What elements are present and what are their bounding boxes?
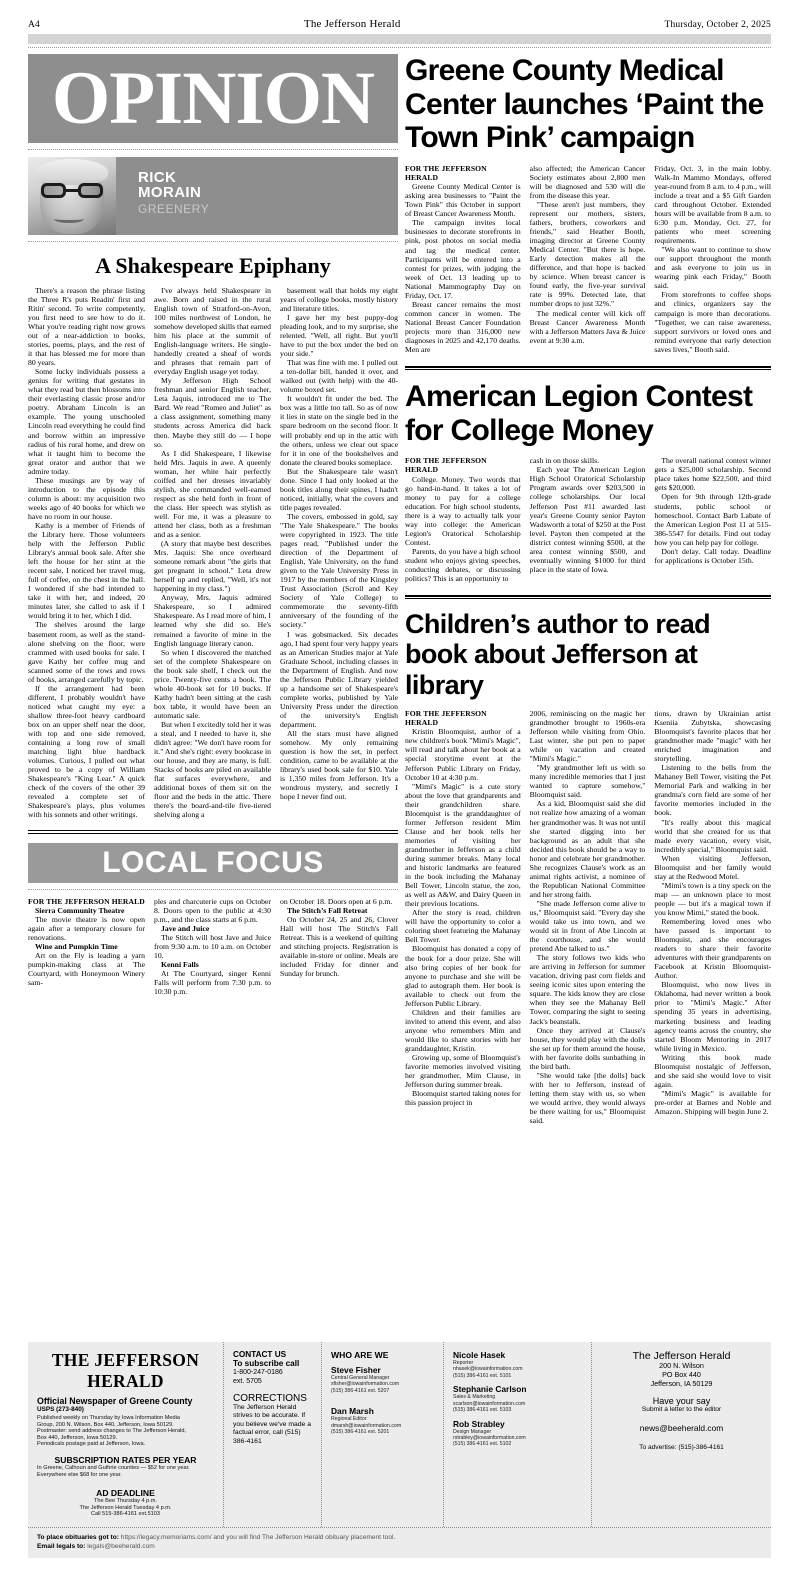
- have-your-say-heading: Have your say: [652, 1396, 711, 1407]
- item-body: ples and charcuterie cups on October 8. Doors open to the public at 4:30 p.m., and the class starts at 6 p.m.: [154, 896, 271, 924]
- legals-label: Email legals to:: [37, 1543, 86, 1550]
- folio-date: Thursday, October 2, 2025: [664, 20, 771, 30]
- obituary-line: [37, 1533, 762, 1542]
- article-paint-the-town-pink: [405, 54, 771, 354]
- paragraph: Kathy is a member of Friends of the Library here. Those volunteers help with the Jefferson Public Library's annual book sale. After she left the house for her stint at the recent sale, I noticed her travel mug, full of coffee, on the chest in the hall. I wondered if she had intended to take it with her, and indeed, 20 minutes later, she called to ask if I would bring it to her, which I did.: [28, 520, 145, 621]
- paragraph: After the story is read, children will have the opportunity to color a coloring sheet featuring the Mahanay Bell Tower.: [405, 908, 521, 945]
- footer-contact-column: [224, 1342, 322, 1527]
- article-col-1: [405, 164, 521, 354]
- right-column: [405, 54, 771, 1125]
- paragraph: Bloomquist has donated a copy of the book for a door prize. She will also bring copies of her book for anyone to purchase and she will be glad to autograph them. Her book is available to check out from the Jefferson Public Library.: [405, 944, 521, 1008]
- staff-name: Steve Fisher: [331, 1365, 381, 1376]
- publishing-line: Box 440, Jefferson, Iowa 50129.: [37, 1434, 118, 1441]
- columnist-nameplate: [116, 157, 398, 235]
- footer-address-column: [592, 1342, 771, 1527]
- item-body: The Stitch will host Jave and Juice from 9:30 a.m. to 10 a.m. on October 10.: [154, 932, 271, 960]
- footer-obituary-legals-strip: [28, 1527, 771, 1558]
- article-col-3: [654, 709, 771, 1125]
- paragraph: Parents, do you have a high school student who enjoys giving speeches, conducting debates, or discussing politics? This is an opportunity to: [405, 547, 521, 584]
- who-are-we-heading: WHO ARE WE: [331, 1350, 389, 1361]
- paragraph: basement wall that holds my eight years of college books, mostly history and literature titles.: [280, 285, 398, 313]
- footer-subscription-heading: SUBSCRIPTION RATES PER YEAR: [54, 1455, 197, 1466]
- subscribe-phone[interactable]: 1-800-247-0186: [233, 1369, 283, 1377]
- footer-publishing-info: [37, 1415, 214, 1448]
- article-byline: FOR THE JEFFERSON HERALD: [405, 456, 487, 475]
- paragraph: also affected; the American Cancer Society estimates about 2,800 men will be diagnosed and 530 will die from the disease this year.: [529, 163, 646, 200]
- item-body: Art on the Fly is leading a yarn pumpkin-making class at The Courtyard, with Honeymoon Winery sam-: [28, 950, 145, 988]
- ad-deadline-line: Call 515-386-4161 ext.5103: [90, 1511, 161, 1518]
- folio-grey-bar: [28, 34, 771, 44]
- opinion-banner-divider: [28, 149, 398, 150]
- paragraph: cash in on those skills.: [529, 456, 600, 466]
- corrections-body: The Jefferson Herald strives to be accurate. If you believe we've made a factual error, call (515) 386-4161: [233, 1404, 311, 1445]
- paragraph: I gave her my best puppy-dog pleading look, and to my surprise, she relented. "Well, all right. But you'll have to put the box under the bed on your side.": [280, 312, 398, 359]
- contact-us-heading: CONTACT US: [233, 1350, 287, 1360]
- subscription-line: Everywhere else $68 for one year.: [37, 1471, 122, 1478]
- advertise-phone[interactable]: To advertise: (515)-386-4161: [639, 1444, 724, 1452]
- paragraph: All the stars must have aligned somehow. My only remaining question is how the set, in perfect condition, came to be available at the library's used book sale for $10. Yale is 1,350 miles from Jefferson. It's a wondrous mystery, and secretly I hope I never find out.: [280, 729, 398, 802]
- paragraph: "We also want to continue to show our support throughout the month and ask everyone to join us in wearing pink each Friday," Booth said.: [654, 245, 772, 291]
- item-body: The movie theatre is now open again after a temporary closure for renovations.: [28, 914, 145, 942]
- eyeglasses-icon: [41, 183, 103, 198]
- main-content-area: [28, 54, 771, 1125]
- left-column: [28, 54, 398, 1125]
- folio-divider: [28, 47, 771, 48]
- opinion-headline: A Shakespeare Epiphany: [95, 253, 331, 278]
- paragraph: Some lucky individuals possess a genius for writing that gestates in what they read but then blossoms into their everlasting classic prose and/or poetry. Abraham Lincoln is an example. The young unschooled Lincoln read everything he could find and borrow within an impressive radius of his rural home, and drew on what it taught him to become the great orator and author that we admire today.: [28, 367, 145, 476]
- page-footer-masthead: [28, 1342, 771, 1558]
- paragraph: The campaign invites local businesses to decorate storefronts in pink, post photos on social media and tag the medical center. Participants will be entered into a contest for prizes, with judging the week of Oct. 13 leading up to National Mammography Day on Friday, Oct. 17.: [405, 218, 521, 300]
- article-col-3: [654, 164, 771, 354]
- opinion-body-col-2: [154, 286, 271, 820]
- article-separator-rule: [405, 595, 771, 599]
- paragraph: Writing this book made Bloomquist nostalgic of Jefferson, and she said she would love to visit again.: [654, 1052, 772, 1089]
- local-focus-banner: [28, 843, 398, 883]
- paragraph: "She made Jefferson come alive to us," Bloomquist said. "Every day she would take us into town, and we would sit in front of Abe Lincoln at the courthouse, and she would pretend Abe talked to us.": [529, 898, 646, 954]
- staff-phone: (515) 386-4161 ext. 5102: [453, 1441, 512, 1448]
- article-col-2: [530, 709, 646, 1125]
- item-subhead: Wine and Pumpkin Time: [35, 941, 118, 951]
- item-subhead: Jave and Juice: [161, 923, 210, 933]
- article-american-legion-contest: [405, 380, 771, 583]
- local-focus-col-3: [280, 897, 398, 997]
- paragraph: Greene County Medical Center is asking area businesses to "Paint the Town Pink" this October in support of Breast Cancer Awareness Month.: [405, 182, 521, 219]
- paragraph: Growing up, some of Bloomquist's favorite memories involved visiting her grandmother, Mim Clause, in Jefferson during summer break.: [405, 1053, 521, 1090]
- paragraph: "She would take [the dolls] back with her to Jefferson, instead of letting them stay with us, so when we would arrive, they would always be there waiting for us," Bloomquist said.: [529, 1070, 646, 1126]
- paragraph: I was gobsmacked. Six decades ago, I had spent four very happy years as an American Studies major at Yale Graduate School, including classes in the Department of English. And now the Jefferson Public Library yielded up a handsome set of Shakespeare's complete works, published by Yale University Press under the direction of the university's English department.: [280, 629, 398, 729]
- staff-role: Design Manager: [453, 1428, 492, 1435]
- item-body: On October 24, 25 and 26, Clover Hall will host The Stitch's Fall Retreat. This is a weekend of quilting and stitching projects. Registration is available in-store or online. Meals are included Friday for dinner and Sunday for brunch.: [280, 914, 398, 978]
- paragraph: Friday, Oct. 3, in the main lobby. Walk-In Mammo Mondays, offered year-round from 8 a.m. to 4 p.m., will include a treat and a $5 Gift Garden card throughout October. Extended hours will be available from 8 a.m. to 6:30 p.m. Monday, Oct. 27, for patients who meet screening requirements.: [654, 163, 772, 246]
- footer-staff-column-2: [444, 1342, 592, 1527]
- staff-role: Regional Editor: [331, 1416, 367, 1423]
- footer-subscription-rates: [37, 1465, 214, 1478]
- paragraph: From storefronts to coffee shops and clinics, organizers say the campaign is more than decorations. "Together, we can raise awareness, support survivors or loved ones and remind everyone that early detection saves lives," Booth said.: [654, 290, 772, 354]
- article-separator-rule: [405, 366, 771, 370]
- paragraph: That was fine with me. I pulled out a ten-dollar bill, handed it over, and walked out (with help) with the 40-volume boxed set.: [280, 358, 398, 395]
- paragraph: Bloomquist, who now lives in Oklahoma, had never written a book prior to "Mimi's Magic." After spending 35 years in advertising, marketing business and leading agency teams across the country, she started Bloom Mentoring in 2017 while living in Mexico.: [654, 980, 772, 1053]
- paragraph: The shelves around the large basement room, as well as the stand-alone shelving on the floor, were crammed with used books for sale. I gave Kathy her coffee mug and scanned some of the rows and rows of books, arranged carefully by topic.: [28, 620, 145, 684]
- staff-email[interactable]: scarlson@iowainformation.com: [453, 1400, 526, 1407]
- staff-phone: (515) 386-4161 ext. 5201: [331, 1429, 390, 1436]
- paragraph: Listening to the bells from the Mahaney Bell Tower, visiting the Pet Memorial Park and walking in her grandma's corn field are some of her favorite memories included in the book.: [654, 763, 772, 818]
- corrections-heading: CORRECTIONS: [233, 1393, 307, 1405]
- paragraph: As I did Shakespeare, I likewise held Mrs. Jaquis in awe. A queenly woman, her white hair perfectly coiffed and her dresses invariably stylish, she commanded well-earned respect as she held forth in front of the class. Her speech was stylish as well. For me, it was a pleasure to attend her class, both as a freshman and as a senior.: [154, 448, 271, 540]
- footer-address-line: PO Box 440: [662, 1369, 701, 1379]
- paragraph: "My grandmother left us with so many incredible memories that I just wanted to capture somehow," Bloomquist said.: [529, 763, 646, 800]
- columnist-last-name: MORAIN: [138, 184, 202, 201]
- obituary-label: To place obituaries got to:: [37, 1534, 119, 1541]
- columnist-bio-strip: [28, 157, 398, 235]
- paragraph: The story follows two kids who are arriving in Jefferson for summer vacation, driving past corn fields and seeing iconic sites upon entering the square. The kids know they are close when they see the Mahanay Bell Tower, comparing the sight to seeing Jack's beanstalk.: [529, 953, 646, 1026]
- paragraph: Open for 9th through 12th-grade students, public school or homeschool. Contact Barb Labate of the American Legion Post 11 at 515-386-5547 for details. Find out today how you can help pay for college.: [654, 492, 772, 547]
- opinion-body-col-3: [280, 286, 398, 820]
- ad-deadline-line: The Bee Thursday 4 p.m.: [93, 1498, 157, 1505]
- staff-email[interactable]: dmarsh@iowainformation.com: [331, 1422, 402, 1429]
- staff-phone: (515) 386-4161 ext. 5101: [453, 1372, 512, 1379]
- staff-email[interactable]: rstrabley@iowainformation.com: [453, 1434, 526, 1441]
- paragraph: "Mimi's Magic" is a cute story about the love that grandparents and their grandchildren share. Bloomquist is the granddaughter of former Jefferson resident Mim Clause and her book tells her memories of visiting her grandmother in Jefferson as a child during summer breaks. Many local and historic landmarks are featured in the book including the Mahanay Bell Tower, Lincoln statue, the zoo, as well as A&W, and Dairy Queen in their previous locations.: [405, 781, 521, 909]
- column-name: GREENERY: [138, 202, 210, 216]
- paragraph: Once they arrived at Clause's house, they would play with the dolls she set up for them around the house, with her favorite dolls sunbathing in the bird bath.: [529, 1025, 646, 1071]
- article-body: [405, 709, 771, 1125]
- article-col-1: [405, 456, 521, 583]
- article-col-3: [654, 456, 771, 583]
- staff-name: Rob Strabley: [453, 1418, 505, 1429]
- paragraph: The medical center will kick off Breast Cancer Awareness Month with a Jefferson Matters Java & Juice event at 9:30 a.m.: [529, 308, 646, 345]
- article-byline: FOR THE JEFFERSON HERALD: [405, 163, 487, 182]
- subscription-line: In Greene, Calhoun and Guthrie counties — $52 for one year.: [37, 1465, 190, 1472]
- page-folio: [28, 0, 771, 30]
- paragraph: My Jefferson High School freshman and senior English teacher, Leta Jaquis, introduced me to The Bard. We read "Romeo and Juliet" as a class assignment, something many students across America did back then. Maybe they still do — I hope so.: [154, 376, 271, 449]
- paragraph: 2006, reminiscing on the magic her grandmother brought to 1960s-era Jefferson while visiting from Ohio. Last winter, she put pen to paper while on vacation and created "Mimi's Magic.": [529, 708, 646, 764]
- local-focus-top-rules: [28, 830, 398, 834]
- staff-role: Sales & Marketing: [453, 1394, 496, 1401]
- publishing-line: Postmaster: send address changes to The Jefferson Herald,: [37, 1428, 187, 1435]
- paragraph: So when I discovered the matched set of the complete Shakespeare on the book sale shelf, I check out the price. Twenty-five cents a book. The whole 40-book set for 10 bucks. If Kathy hadn't been sitting at the cash box table, it would have been an automatic sale.: [154, 647, 271, 720]
- staff-name: Stephanie Carlson: [453, 1384, 527, 1395]
- subscribe-call-label: To subscribe call: [233, 1359, 300, 1369]
- ad-deadline-line: The Jefferson Herald Tuesday 4 p.m.: [79, 1504, 172, 1511]
- columnist-portrait: [28, 157, 116, 235]
- legals-line: [37, 1542, 762, 1551]
- newsroom-email[interactable]: news@beeherald.com: [639, 1423, 724, 1434]
- opinion-body-col-1: [28, 286, 145, 820]
- footer-address-line: Jefferson, IA 50129: [650, 1378, 713, 1388]
- staff-phone: (515) 386-4161 ext. 5207: [331, 1387, 390, 1394]
- subscribe-extension: ext. 5705: [233, 1378, 262, 1386]
- paragraph: Anyway, Mrs. Jaquis admired Shakespeare, so I admired Shakespeare. As I read more of him, I learned why she did so. He's remained a favorite of mine in the English language literary canon.: [154, 593, 271, 648]
- article-byline: FOR THE JEFFERSON HERALD: [405, 708, 487, 728]
- paragraph: "Mimi's Magic" is available for pre-order at Barnes and Noble and Amazon. Shipping will begin June 2.: [654, 1088, 772, 1116]
- article-col-2: [530, 456, 646, 583]
- staff-entry: [331, 1406, 434, 1435]
- paragraph: Remembering loved ones who have passed is important to Bloomquist, and she encourages readers to share their favorite adventures with their grandparents on Facebook at Kristin Bloomquist-Author.: [654, 917, 772, 981]
- opinion-section-banner: [28, 54, 398, 143]
- footer-usps: USPS (273-840): [37, 1406, 84, 1414]
- staff-name: Nicole Hasek: [453, 1350, 506, 1361]
- item-subhead: Sierra Community Theatre: [35, 905, 125, 915]
- paragraph: I've always held Shakespeare in awe. Born and raised in the rural English town of Stratford-on-Avon, 100 miles northwest of London, he somehow developed skills that earned him his place at the summit of English-language writers. He single-handedly created a sheaf of words and phrases that remain part of everyday English usage yet today.: [154, 285, 271, 377]
- footer-paper-name: The Jefferson Herald: [632, 1350, 731, 1363]
- paragraph: When visiting Jefferson, Bloomquist and her family would stay at the Redwood Motel.: [654, 853, 772, 881]
- paragraph: Breast cancer remains the most common cancer in women. The National Breast Cancer Foundation projects more than 316,000 new diagnoses in 2025 and 42,170 deaths. Men are: [405, 299, 521, 355]
- footer-masthead-column: [28, 1342, 224, 1527]
- staff-phone: (515) 386-4161 ext. 5103: [453, 1407, 512, 1414]
- legals-email[interactable]: legals@beeherald.com: [87, 1543, 155, 1550]
- paragraph: As a kid, Bloomquist said she did not realize how amazing of a woman her grandmother was. It was not until she started digging into her background as an adult that she decided this book should be a way to honor and celebrate her grandmother. She recognizes Clause's work as an animal rights activist, a nominee of the Republican National Committee and her strong faith.: [529, 799, 646, 899]
- paragraph: But when I excitedly told her it was a steal, and I needed to have it, she didn't agree: "We don't have room for it." And she's right: every bookcase in our house, and they are many, is full. Stacks of books are piled on available flat surfaces everywhere, and additional boxes of them sit on the floor and the beds in the attic. There there's the board-and-tile five-tiered shelving along a: [154, 720, 271, 820]
- columnist-bio-divider: [28, 241, 398, 242]
- footer-address-line: 200 N. Wilson: [659, 1361, 704, 1371]
- article-col-1: [405, 709, 521, 1125]
- paragraph: Bloomquist started taking notes for this passion project in: [405, 1089, 521, 1108]
- publishing-line: Group, 200 N. Wilson, Box 440, Jefferson, Iowa 50129.: [37, 1421, 174, 1428]
- item-subhead: The Stitch’s Fall Retreat: [287, 905, 368, 915]
- article-headline: Greene County Medical Center launches ‘Paint the Town Pink’ campaign: [405, 54, 764, 155]
- have-your-say-sub: Submit a letter to the editor: [641, 1406, 722, 1414]
- staff-email[interactable]: sfisher@iowainformation.com: [331, 1381, 400, 1388]
- paragraph: (A story that maybe best describes Mrs. Jaquis: She once overheard someone remark about "the girls that get pregnant in school." Leta drew herself up and replied, "Well, it's not happening in my class."): [154, 539, 271, 594]
- staff-entry: [453, 1350, 582, 1379]
- paragraph: "It's really about this magical world that she created for us that made every vacation, every visit, incredibly special," Bloomquist said.: [654, 817, 772, 854]
- local-focus-col-1: [28, 897, 145, 997]
- staff-name: Dan Marsh: [331, 1406, 374, 1417]
- paragraph: These musings are by way of introduction to the episode this column is about: my acquisition two weeks ago of 40 books for which we have no room in our house.: [28, 475, 145, 521]
- paragraph: Kristin Bloomquist, author of a new children's book "Mimi's Magic", will read and talk about her book at a special storytime event at the Jefferson Public Library on Friday, October 10 at 4:30 p.m.: [405, 727, 521, 782]
- footer-staff-column-1: [322, 1342, 444, 1527]
- footer-masthead-title: THE JEFFERSON HERALD: [51, 1350, 200, 1392]
- staff-email[interactable]: nhasek@iowainformation.com: [453, 1366, 523, 1373]
- local-focus-banner-divider: [28, 889, 398, 890]
- staff-role: Reporter: [453, 1360, 474, 1367]
- footer-ad-deadline-heading: AD DEADLINE: [96, 1488, 155, 1499]
- paragraph: There's a reason the phrase listing the Three R's puts Readin' first and Ritin' second. To write competently, you first need to see how to do it. What you're reading right now grows out of a near-addiction to books, stories, poems, plays, and the rest of it that has blessed me for more than 80 years.: [28, 285, 145, 368]
- item-body: on October 18. Doors open at 6 p.m.: [280, 896, 393, 906]
- footer-ad-deadline-lines: [37, 1498, 214, 1518]
- paragraph: But the Shakespeare tale wasn't done. Since I had only looked at the book titles along their spines, I hadn't noticed, initially, what the covers and title pages revealed.: [280, 466, 398, 512]
- article-col-2: [530, 164, 646, 354]
- article-headline: American Legion Contest for College Money: [405, 380, 753, 447]
- paragraph: Children and their families are invited to attend this event, and also anyone who remembers Mim and would like to share stories with her granddaughter, Kristin.: [405, 1007, 521, 1053]
- article-body: [405, 164, 771, 354]
- article-headline: Children’s author to read book about Jefferson at library: [405, 609, 711, 700]
- paragraph: tions, drawn by Ukrainian artist Kseniia Zubytska, showcasing Bloomquist's favorite places that her grandmother made "magic" with her enriched imagination and storytelling.: [654, 708, 772, 764]
- columnist-first-name: RICK: [138, 169, 177, 186]
- local-focus-col-2: [154, 897, 271, 997]
- footer-official-line: Official Newspaper of Greene County: [37, 1396, 193, 1407]
- publishing-line: Published weekly on Thursday by Iowa Information Media: [37, 1415, 180, 1422]
- article-childrens-author: [405, 609, 771, 1125]
- paragraph: If the arrangement had been different, I probably wouldn't have noticed what caught my eye: a shallow three-foot heavy cardboard box on an upper shelf near the door, with top and one side removed, containing a long row of small matching light blue hardback volumes. Curious, I pulled out what proved to be a copy of William Shakespeare's "King Lear." A quick check of the covers of the other 39 revealed a complete set of Shakespeare's plays, plus volumes with his sonnets and other writings.: [28, 683, 145, 820]
- paragraph: Each year The American Legion High School Oratorical Scholarship Program awards over $203,500 in college scholarships. Our local Jefferson Post #11 awarded last year's Greene County senior Payton Wadsworth a total of $250 at the Post level. Payton then competed at the district contest winning $500, at the area contest winning $500, and eventually winning $1000 for third place in the state of Iowa.: [529, 465, 646, 574]
- opinion-banner-label: OPINION: [51, 56, 375, 140]
- paragraph: Don't delay. Call today. Deadline for applications is October 15th.: [654, 546, 772, 565]
- paragraph: College. Money. Two words that go hand-in-hand. It takes a lot of money to pay for a college education. For high school students, there is a way to actually talk your way into college: the American Legion's Oratorical Scholarship Contest.: [405, 474, 521, 547]
- article-body: [405, 456, 771, 583]
- staff-entry: [331, 1365, 434, 1394]
- paragraph: The covers, embossed in gold, say "The Yale Shakespeare." The books were copyrighted in 1923. The title pages read, "Published under the direction of the Department of English, Yale University, on the fund given to the Yale University Press in 1917 by the members of the Kingsley Trust Association (Scroll and Key Society of Yale College) to commemorate the seventy-fifth anniversary of the founding of the society.": [280, 511, 398, 630]
- local-focus-body: [28, 897, 398, 997]
- staff-role: Central General Manager: [331, 1375, 390, 1382]
- obituary-url[interactable]: https://legacy.memoriams.com/: [120, 1534, 212, 1541]
- obituary-tail: and you will find The Jefferson Herald obituary placement tool.: [213, 1534, 396, 1541]
- paragraph: "Mimi's town is a tiny speck on the map — an unknown place to most people — but it's a magical town if you know Mimi," stated the book.: [654, 880, 772, 917]
- staff-entry: [453, 1419, 582, 1448]
- paragraph: The overall national contest winner gets a $25,000 scholarship. Second place takes home $22,500, and third gets $20,000.: [654, 456, 772, 493]
- column-gutter: [398, 54, 405, 1125]
- paragraph: It wouldn't fit under the bed. The box was a little too tall. So as of now it lies in state on the single bed in the spare bedroom on the second floor. It will probably end up in the attic with the others, unless we clear out space for it in one of the bookshelves and donate the cleared books someplace.: [280, 394, 398, 467]
- folio-publication-name: The Jefferson Herald: [303, 18, 401, 30]
- publishing-line: Periodicals postage paid at Jefferson, Iowa.: [37, 1441, 146, 1448]
- folio-page-number: A4: [28, 20, 41, 30]
- staff-entry: [453, 1384, 582, 1413]
- local-focus-byline: FOR THE JEFFERSON HERALD: [28, 896, 145, 906]
- paragraph: "These aren't just numbers, they represent our mothers, sisters, fathers, brothers, coworkers and friends," said Heather Booth, imaging director at Greene County Medical Center. "But there is hope. Early detection makes all the difference, and that hope is backed by science. When breast cancer is found early, the five-year survival rate is 99%. Detected late, that number drops to just 32%.": [529, 199, 646, 309]
- item-body: At The Courtyard, singer Kenni Falls will perform from 7:30 p.m. to 10:30 p.m.: [154, 968, 271, 996]
- local-focus-banner-label: LOCAL FOCUS: [102, 845, 324, 879]
- item-subhead: Kenni Falls: [161, 959, 199, 969]
- opinion-body: [28, 286, 398, 820]
